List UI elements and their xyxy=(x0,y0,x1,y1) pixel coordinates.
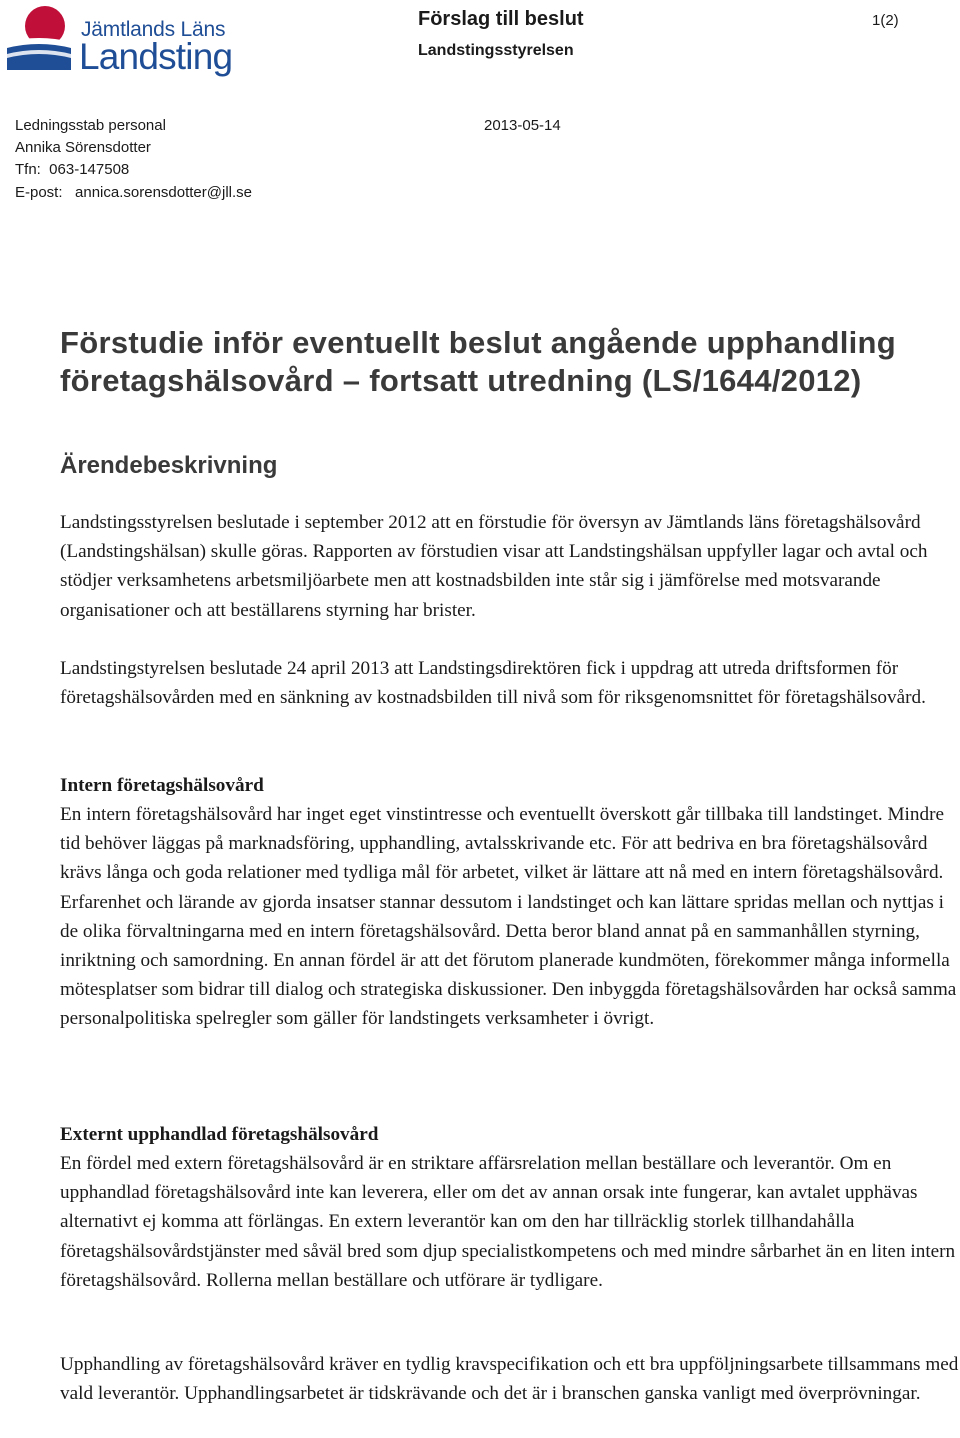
logo-emblem-icon xyxy=(5,4,81,72)
logo-text-line2: Landsting xyxy=(79,36,233,77)
paragraph-decision: Landstingstyrelsen beslutade 24 april 2013 att Landstingsdirektören fick i uppdrag att utreda driftsformen för företagshälsovården med en sänkning av kostnadsbilden till nivå som för riksgenomsnittet för företagshälsovård. xyxy=(60,658,926,709)
document-type: Förslag till beslut xyxy=(418,8,584,30)
internal-text: En intern företagshälsovård har inget eget vinstintresse och eventuellt överskott går tillbaka till landstinget. Mindre tid behöver läggas på marknadsföring, upphandling, avtalsskrivande etc. För att bedriva en bra företagshälsovård krävs långa och goda relationer med tydliga mål för arbetet, vilket är lättare att nå med en intern företagshälsovård. Erfarenhet och lärande av gjorda insatser stannar dessutom i landstinget och kan lättare spridas mellan och nyttjas i de olika förvaltningarna med en intern företagshälsovård. Detta beror bland annat på en sammanhållen styrning, inriktning och samordning. En annan fördel är att det förutom planerade kundmöten, förekommer många informella mötesplatser som bidrar till dialog och strategiska diskussioner. Den inbyggda företagshälsovården har också samma personalpolitiska spelregler som gäller för landstingets verksamheter i övrigt. xyxy=(60,804,957,1030)
title-line2: företagshälsovård – fortsatt utredning (LS/1644/2012) xyxy=(60,363,862,398)
document-title xyxy=(60,324,896,400)
document-date: 2013-05-14 xyxy=(484,117,561,134)
external-heading: Externt upphandlad företagshälsovård xyxy=(60,1124,379,1145)
title-line1: Förstudie inför eventuellt beslut angående upphandling xyxy=(60,325,897,360)
sender-department: Ledningsstab personal xyxy=(15,117,166,134)
external-text: En fördel med extern företagshälsovård är en striktare affärsrelation mellan beställare och leverantör. Om en upphandlad företagshälsovård inte kan leverera, eller om det av annan orsak inte fungerar, kan avtalet upphävas alternativt ej komma att förlängas. En extern leverantör kan om den har tillräcklig storlek tillhandahålla företagshälsovårdstjänster med såväl bred som djup specialistkompetens och med mindre sårbarhet än en liten intern företagshälsovård. Rollerna mellan beställare och utförare är tydligare. xyxy=(60,1153,956,1291)
paragraph-background: Landstingsstyrelsen beslutade i september 2012 att en förstudie för översyn av Jämtlands läns företagshälsovård (Landstingshälsan) skulle göras. Rapporten av förstudien visar att Landstingshälsan uppfyller lagar och avtal och stödjer verksamhetens arbetsmiljöarbete men att kostnadsbilden inte står sig i jämförelse med motsvarande organisationer och att beställarens styrning har brister. xyxy=(60,512,928,621)
sender-name: Annika Sörensdotter xyxy=(15,139,151,156)
recipient: Landstingsstyrelsen xyxy=(418,42,574,59)
sender-email: E-post: annica.sorensdotter@jll.se xyxy=(15,184,253,201)
internal-heading: Intern företagshälsovård xyxy=(60,775,264,796)
organization-logo xyxy=(5,4,240,77)
logo-text-line1: Jämtlands Läns xyxy=(81,18,226,41)
section-heading: Ärendebeskrivning xyxy=(60,452,278,479)
page-number: 1(2) xyxy=(872,12,899,29)
sender-phone: Tfn: 063-147508 xyxy=(15,161,130,178)
paragraph-procurement: Upphandling av företagshälsovård kräver en tydlig kravspecifikation och ett bra uppföljningsarbete tillsammans med vald leverantör. Upphandlingsarbetet är tidskrävande och det är i branschen ganska vanligt med överprövningar. xyxy=(60,1354,959,1405)
